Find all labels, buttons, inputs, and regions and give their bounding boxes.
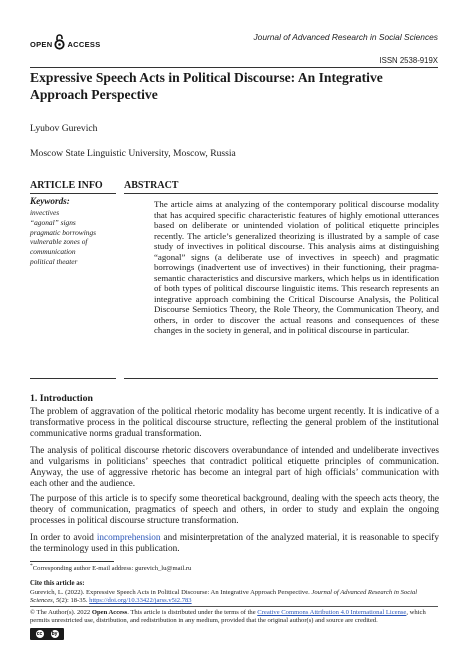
- intro-paragraph-1: The problem of aggravation of the political rhetoric modality has become urgent recently. It is indicative of a transformative process in the political discourse structure, reflecting the general problem of the institutional communicative norms gradual transformation.: [30, 407, 439, 440]
- license-text: [30, 609, 439, 625]
- license-divider: [30, 606, 438, 607]
- intro-paragraph-2: The analysis of political discourse rhetoric discovers overabundance of intended and undeliberate invectives and vulgarisms in politicians’ speeches that contradict political etiquette principles of communication. Anyway, the use of aggressive rhetoric has become an integral part of high officials’ communication with each other and the audience.: [30, 446, 439, 490]
- intro-paragraph-4: [30, 533, 439, 555]
- article-info-divider: [30, 193, 116, 194]
- keyword-item: vulnerable zones of: [30, 237, 88, 247]
- license-open-access: Open Access: [91, 609, 128, 616]
- p4-text-end: and misinterpretation of the analyzed material, it is reasonable to specify the terminology used in this publication.: [30, 533, 439, 555]
- keyword-item: invectives: [30, 208, 60, 217]
- p4-text-start: In order to avoid: [30, 533, 97, 543]
- citation-rest: (2): 18-35.: [59, 597, 90, 605]
- logo-open-word: OPEN: [30, 40, 53, 49]
- abstract-divider: [124, 193, 438, 194]
- logo-access-word: ACCESS: [67, 40, 101, 49]
- intro-paragraph-3: The purpose of this article is to specify some theoretical background, dealing with the speech acts theory, the theory of communication, pragmatics of speech and others, in order to study and explain the ongoing processes in political discourse structure transformation.: [30, 494, 439, 527]
- footnote-divider: [30, 561, 114, 562]
- issn: ISSN 2538-919X: [379, 56, 438, 65]
- article-title: Expressive Speech Acts in Political Discourse: An Integrative Approach Perspective: [30, 70, 383, 102]
- keyword-item: political theater: [30, 256, 78, 266]
- doi-link[interactable]: https://doi.org/10.33422/jarss.v5i2.783: [89, 597, 192, 605]
- article-info-bottom-rule: [30, 378, 116, 379]
- footnote-marker: *: [30, 563, 33, 569]
- keywords-list: [30, 208, 118, 267]
- author-affiliation: Moscow State Linguistic University, Moscow, Russia: [30, 148, 236, 159]
- keywords-label: Keywords:: [30, 196, 70, 206]
- open-lock-icon: [54, 34, 65, 55]
- citation-plain: Gurevich, L. (2022). Expressive Speech Acts in Political Discourse: An Integrative Approach Perspective.: [30, 589, 312, 596]
- keyword-item: “agonal” signs: [30, 217, 76, 227]
- keyword-item: communication: [30, 247, 76, 257]
- p4-highlight-word: incomprehension: [96, 533, 161, 543]
- abstract-heading: ABSTRACT: [124, 180, 179, 191]
- citation-heading: Cite this article as:: [30, 580, 85, 587]
- section-heading-introduction: 1. Introduction: [30, 393, 93, 404]
- open-access-logo: [30, 34, 101, 55]
- license-suffix: , which permits unrestricted use, distribution, and redistribution in any medium, provided that the original author(s) and source are credited.: [30, 609, 426, 625]
- citation-journal: Journal of Advanced Research in Social Sciences, 5: [30, 589, 418, 605]
- cc-license-link[interactable]: Creative Commons Attribution 4.0 International License: [257, 609, 407, 616]
- cc-icon: cc: [36, 631, 43, 637]
- footnote-text: Corresponding author E-mail address: gurevich_lu@mail.ru: [32, 565, 192, 573]
- license-middle: . This article is distributed under the terms of the: [127, 609, 258, 616]
- keyword-item: pragmatic borrowings: [30, 227, 97, 237]
- license-prefix: © The Author(s). 2022: [30, 609, 92, 616]
- journal-name: Journal of Advanced Research in Social Sciences: [253, 32, 438, 42]
- by-icon: by: [51, 631, 58, 637]
- article-info-heading: ARTICLE INFO: [30, 180, 103, 191]
- author-name: Lyubov Gurevich: [30, 123, 98, 134]
- abstract-text: The article aims at analyzing of the contemporary political discourse modality that has acquired specific characteristic features of highly emotional utterances based on deliberate or unintended violation of political etiquette principles recently. The article’s generalized theorizing is illustrated by a sample of case study of invectives in political discourse. This analysis aims at distinguishing “agonal” signs (a deliberate use of invectives in speech) and pragmatic borrowings (inadvertent use of invectives) in their functioning, their pragma-semantic characteristics and discursive markers, which helps us in identification of both types of political discourse linguistic items. This research represents an integrative approach combining the Critical Discourse Analysis, the Political Discourse Semiotics Theory, the Role Theory, the Communication Theory, and others, in order to discover the actual reasons and consequences of these changes in the society in general, and in political discourse in particular.: [154, 199, 439, 335]
- cc-by-badge-icon[interactable]: [30, 628, 64, 640]
- footnote: [30, 563, 191, 572]
- header-divider: [30, 67, 438, 68]
- citation-text: [30, 589, 439, 605]
- abstract-bottom-rule: [124, 378, 438, 379]
